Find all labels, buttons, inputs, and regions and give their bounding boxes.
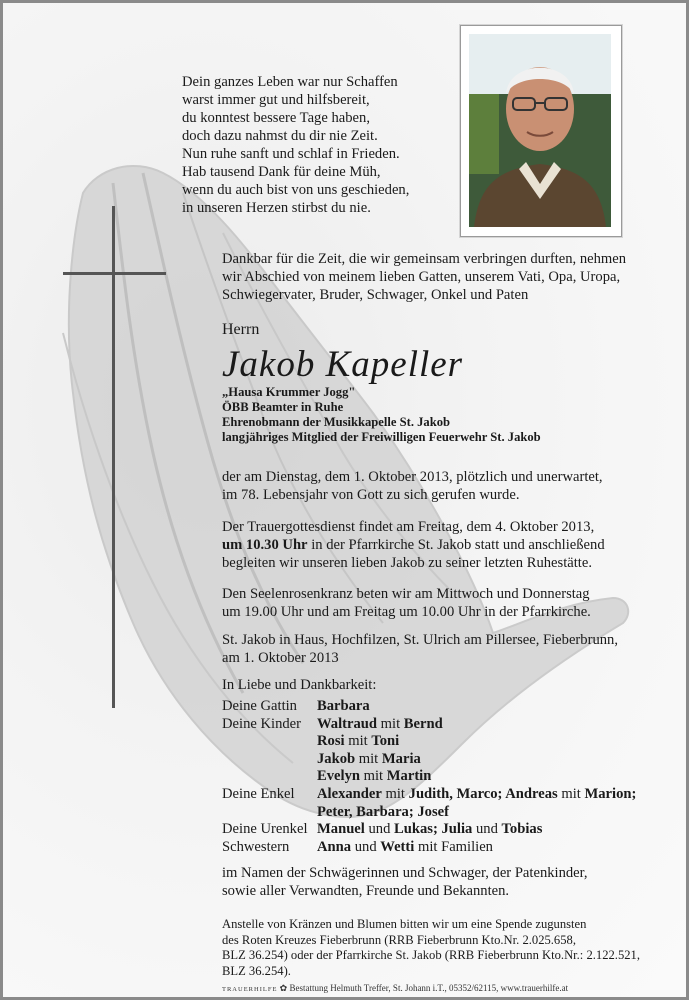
poem-line: doch dazu nahmst du dir nie Zeit.	[182, 128, 378, 144]
intro-text	[222, 250, 626, 304]
death-line: der am Dienstag, dem 1. Oktober 2013, plötzlich und unerwartet,	[222, 469, 603, 485]
poem-line: Nun ruhe sanft und schlaf in Frieden.	[182, 146, 400, 162]
poem-line: Dein ganzes Leben war nur Schaffen	[182, 74, 398, 90]
family-name: Evelyn	[317, 768, 360, 785]
relation-label: Deine Enkel	[222, 785, 295, 802]
portrait-photo	[469, 34, 611, 227]
poem-line: wenn du auch bist von uns geschieden,	[182, 182, 410, 198]
death-line: im 78. Lebensjahr von Gott zu sich gerufen wurde.	[222, 487, 520, 503]
deceased-name: Jakob Kapeller	[222, 344, 464, 385]
intro-line: Schwiegervater, Bruder, Schwager, Onkel und Paten	[222, 287, 529, 303]
donation-line: BLZ 36.254) oder der Pfarrkirche St. Jakob (RRB Fieberbrunn Kto.Nr.: 2.122.521,	[222, 948, 640, 963]
connector: und	[354, 838, 377, 855]
family-name: Barbara	[317, 698, 370, 714]
family-list	[222, 698, 636, 856]
family-name: Maria	[381, 750, 421, 767]
family-name: Marion;	[584, 785, 637, 802]
connector: mit	[358, 750, 379, 767]
relation-label: Schwestern	[222, 838, 290, 855]
flower-icon: ✿	[279, 983, 288, 993]
family-name: Alexander	[317, 785, 382, 802]
family-row	[222, 716, 636, 734]
place-date	[222, 631, 618, 667]
poem-line: du konntest bessere Tage haben,	[182, 110, 370, 126]
family-name: Wetti	[380, 838, 415, 855]
title-line: langjähriges Mitglied der Freiwilligen Feuerwehr St. Jakob	[222, 430, 541, 444]
footer-text: Bestattung Helmuth Treffer, St. Johann i.T., 05352/62115, www.trauerhilfe.at	[289, 983, 569, 993]
service-location: in der Pfarrkirche St. Jakob statt und anschließend	[307, 537, 605, 553]
donation-line: BLZ 36.254).	[222, 963, 291, 978]
relation-label: Deine Urenkel	[222, 821, 308, 838]
family-name: Waltraud	[317, 715, 378, 732]
poem-line: Hab tausend Dank für deine Müh,	[182, 164, 381, 180]
connector: mit	[380, 715, 401, 732]
donation-line: des Roten Kreuzes Fieberbrunn (RRB Fieberbrunn Kto.Nr. 2.025.658,	[222, 932, 576, 947]
rosary-line: um 19.00 Uhr und am Freitag um 10.00 Uhr in der Pfarrkirche.	[222, 604, 591, 620]
connector: mit	[348, 733, 368, 750]
salutation: Herrn	[222, 321, 260, 338]
family-name: Toni	[371, 733, 400, 750]
funeral-home-footer	[222, 983, 568, 994]
poem-line: warst immer gut und hilfsbereit,	[182, 92, 370, 108]
cross-horizontal-bar	[63, 272, 166, 275]
connector: und	[475, 821, 498, 838]
portrait-frame	[460, 25, 622, 237]
family-row	[222, 786, 636, 804]
donation-line: Anstelle von Kränzen und Blumen bitten wir um eine Spende zugunsten	[222, 917, 587, 931]
connector: mit Familien	[417, 838, 493, 855]
family-name: Rosi	[317, 733, 345, 750]
footer-brand: TRAUERHILFE	[222, 986, 278, 993]
family-row	[222, 733, 636, 751]
service-line: begleiten wir unseren lieben Jakob zu seiner letzten Ruhestätte.	[222, 555, 592, 571]
service-line	[222, 536, 605, 554]
rosary-line: Den Seelenrosenkranz beten wir am Mittwoch und Donnerstag	[222, 586, 590, 602]
cross-vertical-bar	[112, 206, 115, 708]
relation-label: Deine Kinder	[222, 715, 302, 732]
memorial-poem	[182, 73, 409, 217]
donation-request	[222, 917, 640, 979]
family-name: Bernd	[403, 715, 443, 732]
family-name: Manuel	[317, 821, 365, 838]
family-row	[222, 821, 636, 839]
closing-text	[222, 864, 588, 900]
family-name: Judith, Marco; Andreas	[408, 785, 558, 802]
family-row	[222, 768, 636, 786]
place-line: St. Jakob in Haus, Hochfilzen, St. Ulrich am Pillersee, Fieberbrunn,	[222, 632, 618, 648]
family-row	[222, 839, 636, 857]
funeral-service	[222, 518, 605, 572]
honorary-titles	[222, 385, 541, 445]
family-row	[222, 751, 636, 769]
service-time: um 10.30 Uhr	[222, 537, 308, 553]
connector: mit	[385, 785, 405, 802]
connector: mit	[363, 768, 384, 785]
title-line: ÖBB Beamter in Ruhe	[222, 400, 344, 414]
place-line: am 1. Oktober 2013	[222, 650, 339, 666]
love-gratitude: In Liebe und Dankbarkeit:	[222, 677, 377, 693]
family-name: Lukas; Julia	[394, 821, 473, 838]
relation-label: Deine Gattin	[222, 698, 297, 714]
family-name: Martin	[386, 768, 432, 785]
poem-line: in unseren Herzen stirbst du nie.	[182, 200, 371, 216]
connector: und	[368, 821, 391, 838]
closing-line: sowie aller Verwandten, Freunde und Bekannten.	[222, 883, 510, 899]
family-row	[222, 804, 636, 822]
family-row	[222, 698, 636, 716]
connector: mit	[561, 785, 581, 802]
intro-line: wir Abschied von meinem lieben Gatten, unserem Vati, Opa, Uropa,	[222, 269, 621, 285]
title-line: „Hausa Krummer Jogg"	[222, 385, 356, 399]
family-name: Jakob	[317, 750, 356, 767]
family-name: Tobias	[501, 821, 543, 838]
rosary-notice	[222, 585, 591, 621]
death-notice	[222, 468, 603, 504]
family-name: Anna	[317, 838, 352, 855]
intro-line: Dankbar für die Zeit, die wir gemeinsam verbringen durften, nehmen	[222, 251, 627, 267]
service-line: Der Trauergottesdienst findet am Freitag, dem 4. Oktober 2013,	[222, 519, 595, 535]
family-name: Peter, Barbara; Josef	[317, 803, 449, 820]
closing-line: im Namen der Schwägerinnen und Schwager, der Patenkinder,	[222, 865, 588, 881]
title-line: Ehrenobmann der Musikkapelle St. Jakob	[222, 415, 451, 429]
